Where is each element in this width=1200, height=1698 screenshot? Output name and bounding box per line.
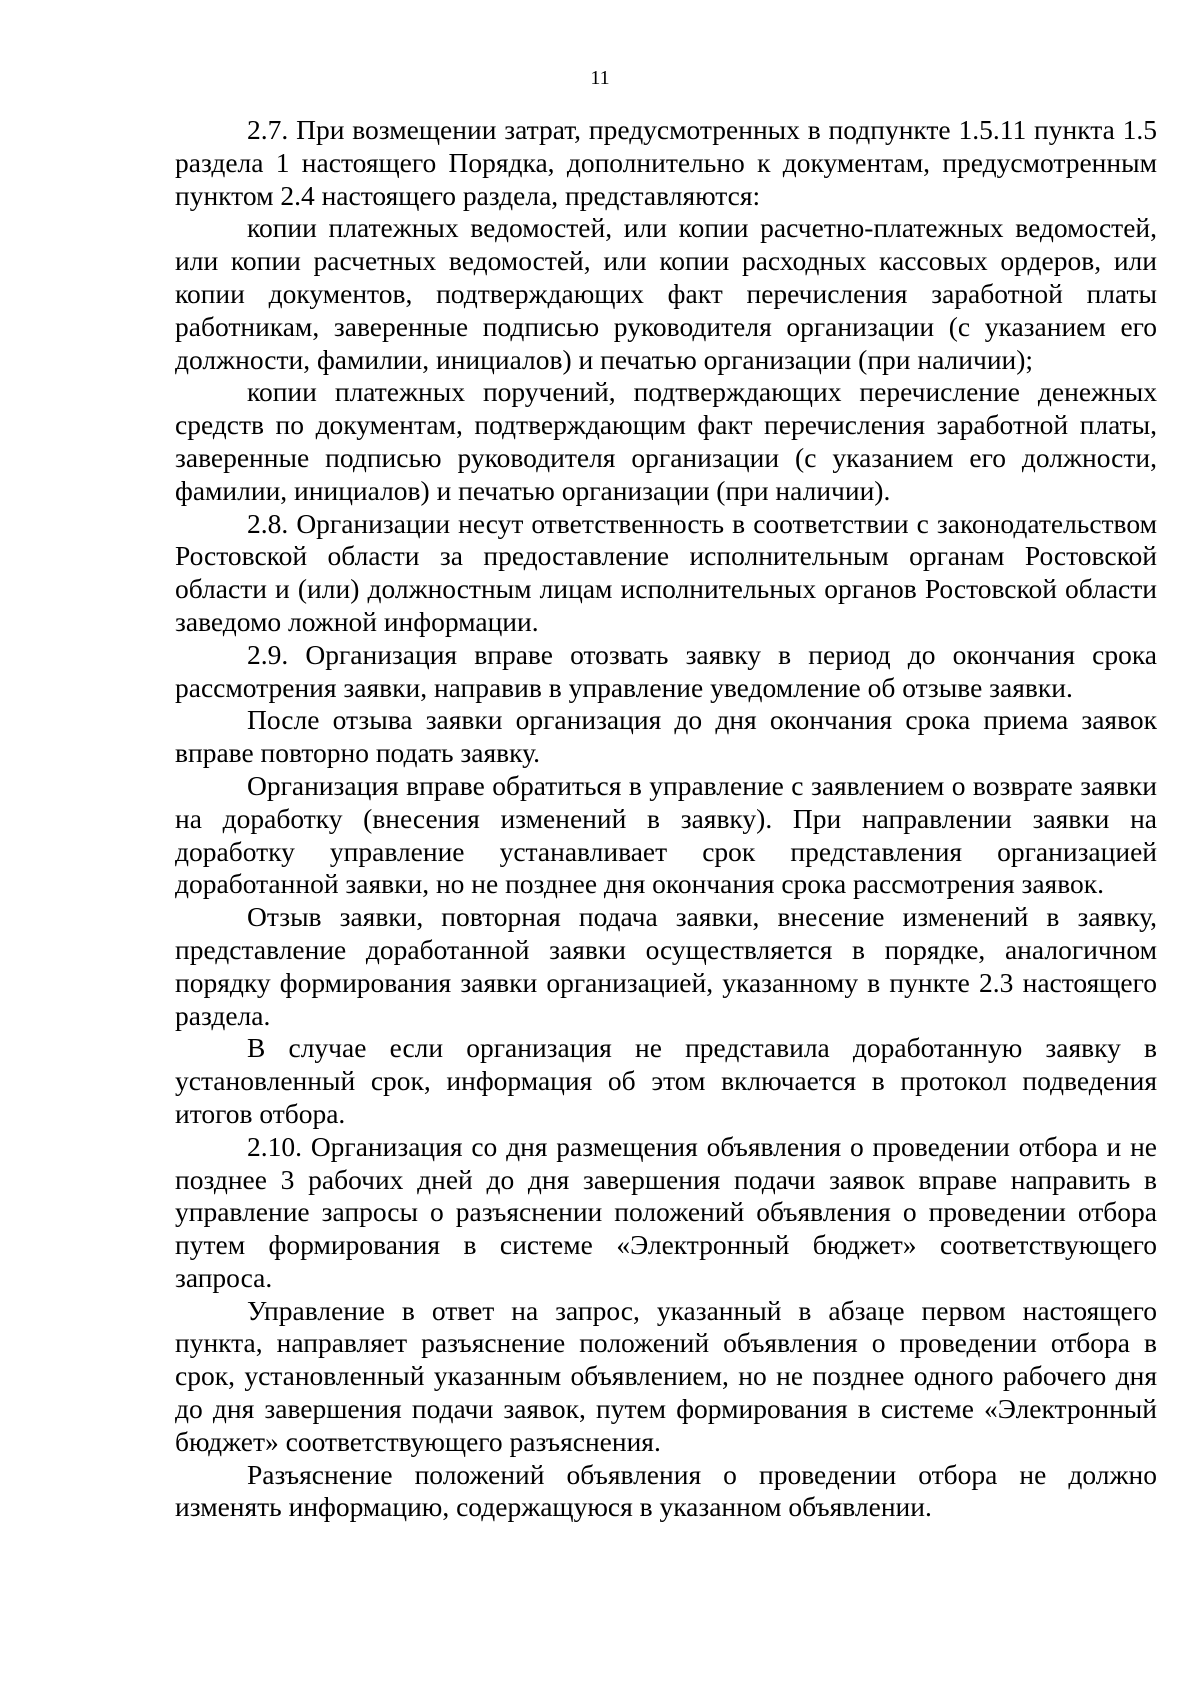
paragraph-payroll-copies: копии платежных ведомостей, или копии расчетно-платежных ведомостей, или копии расчетных ведомостей, или копии расходных кассовых ордеров, или копии документов, подтверждающих факт перечисления заработной платы работникам, заверенные подписью руководителя организации (с указанием его должности, фамилии, инициалов) и печатью организации (при наличии); [175,212,1157,375]
paragraph-2-9: 2.9. Организация вправе отозвать заявку в период до окончания срока рассмотрения заявки, направив в управление уведомление об отзыве заявки. [175,638,1157,703]
paragraph-clarification-limit: Разъяснение положений объявления о проведении отбора не должно изменять информацию, содержащуюся в указанном объявлении. [175,1458,1157,1523]
paragraph-2-8: 2.8. Организации несут ответственность в соответствии с законодательством Ростовской области за предоставление исполнительным органам Ростовской области и (или) должностным лицам исполнительных органов Ростовской области заведомо ложной информации. [175,507,1157,637]
paragraph-2-7: 2.7. При возмещении затрат, предусмотренных в подпункте 1.5.11 пункта 1.5 раздела 1 настоящего Порядка, дополнительно к документам, предусмотренным пунктом 2.4 настоящего раздела, представляются: [175,114,1157,211]
paragraph-response: Управление в ответ на запрос, указанный в абзаце первом настоящего пункта, направляет разъяснение положений объявления о проведении отбора в срок, установленный указанным объявлением, но не позднее одного рабочего дня до дня завершения подачи заявок, путем формирования в системе «Электронный бюджет» соответствующего разъяснения. [175,1294,1157,1457]
paragraph-not-submitted: В случае если организация не представила доработанную заявку в установленный срок, информация об этом включается в протокол подведения итогов отбора. [175,1032,1157,1129]
document-body [175,114,1157,1524]
paragraph-resubmit: После отзыва заявки организация до дня окончания срока приема заявок вправе повторно подать заявку. [175,704,1157,769]
paragraph-withdrawal-procedure: Отзыв заявки, повторная подача заявки, внесение изменений в заявку, представление доработанной заявки осуществляется в порядке, аналогичном порядку формирования заявки организацией, указанному в пункте 2.3 настоящего раздела. [175,901,1157,1031]
paragraph-return-for-revision: Организация вправе обратиться в управление с заявлением о возврате заявки на доработку (внесения изменений в заявку). При направлении заявки на доработку управление устанавливает срок представления организацией доработанной заявки, но не позднее дня окончания срока рассмотрения заявок. [175,769,1157,900]
page-number: 11 [590,67,610,89]
paragraph-payment-orders: копии платежных поручений, подтверждающих перечисление денежных средств по документам, подтверждающим факт перечисления заработной платы, заверенные подписью руководителя организации (с указанием его должности, фамилии, инициалов) и печатью организации (при наличии). [175,376,1157,506]
paragraph-2-10: 2.10. Организация со дня размещения объявления о проведении отбора и не позднее 3 рабочих дней до дня завершения подачи заявок вправе направить в управление запросы о разъяснении положений объявления о проведении отбора путем формирования в системе «Электронный бюджет» соответствующего запроса. [175,1130,1157,1293]
